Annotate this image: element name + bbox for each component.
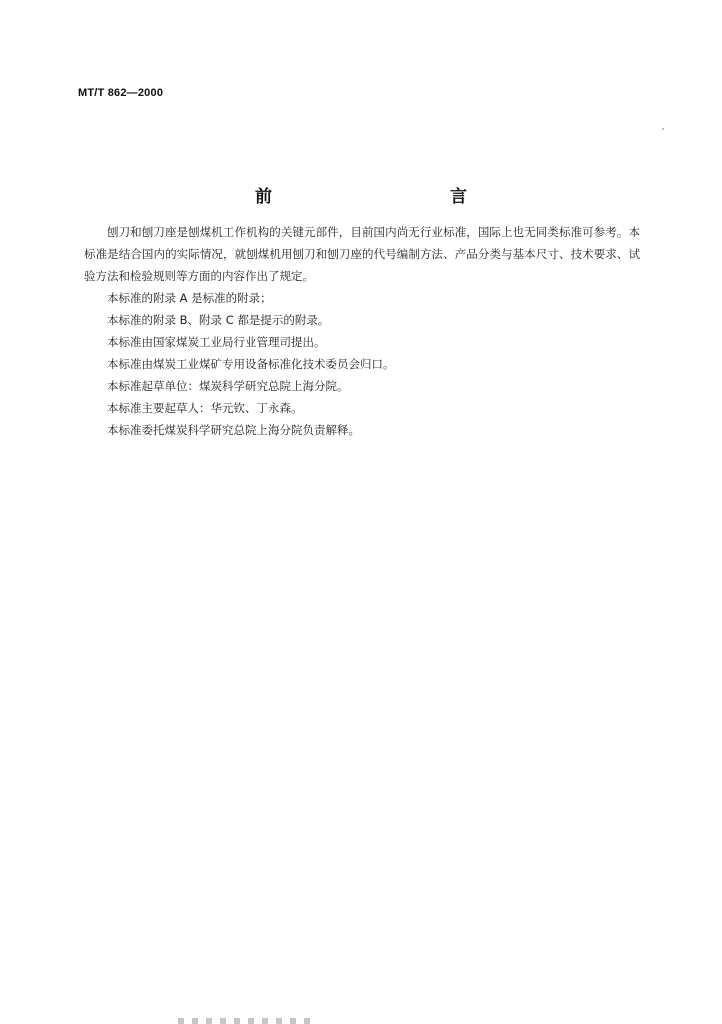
foreword-line-annex-a: 本标准的附录 A 是标准的附录； [107, 291, 272, 305]
page-title: 前 言 [255, 187, 515, 207]
foreword-line-drafting-unit: 本标准起草单位：煤炭科学研究总院上海分院。 [107, 379, 349, 393]
foreword-line-drafters: 本标准主要起草人：华元钦、丁永森。 [107, 401, 303, 415]
foreword-line-annex-bc: 本标准的附录 B、附录 C 都是提示的附录。 [107, 313, 330, 327]
cut-off-footer-text [178, 1018, 318, 1024]
foreword-line-committee: 本标准由煤炭工业煤矿专用设备标准化技术委员会归口。 [107, 357, 395, 371]
foreword-paragraph: 刨刀和刨刀座是刨煤机工作机构的关键元部件，目前国内尚无行业标准，国际上也无同类标准可参考。本标准是结合国内的实际情况，就刨煤机用刨刀和刨刀座的代号编制方法、产品分类与基本尺寸、技术要求、试验方法和检验规则等方面的内容作出了规定。 [84, 225, 640, 283]
foreword-line-proposer: 本标准由国家煤炭工业局行业管理司提出。 [107, 335, 326, 349]
foreword-line-interpretation: 本标准委托煤炭科学研究总院上海分院负责解释。 [107, 423, 360, 437]
scan-speck [662, 128, 664, 130]
foreword-body [84, 221, 640, 441]
standard-code: MT/T 862—2000 [78, 87, 164, 99]
